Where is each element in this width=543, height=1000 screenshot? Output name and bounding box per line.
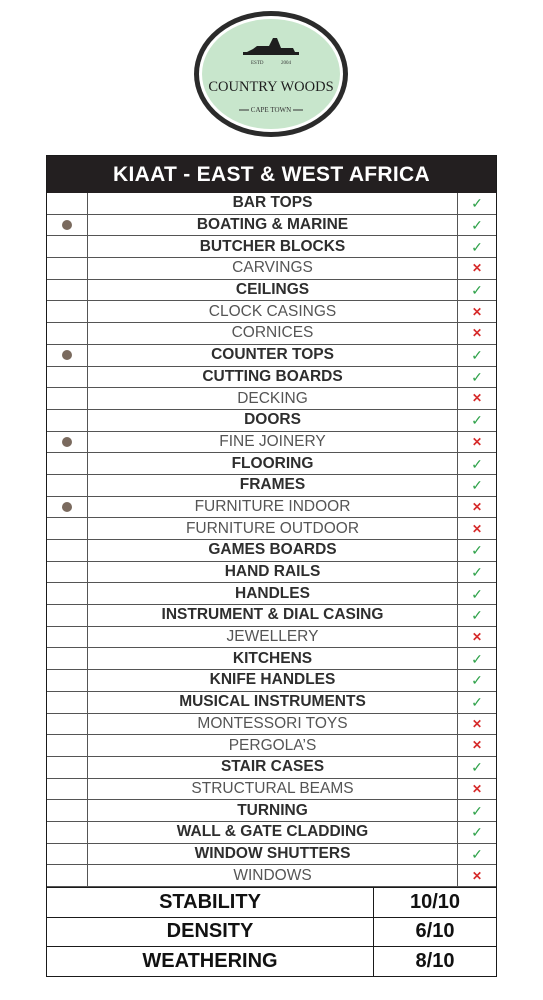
usage-row [47,453,496,475]
usage-row [47,778,496,800]
cross-icon: ✕ [471,391,483,406]
usage-dot-cell [47,648,88,670]
usage-name: WINDOWS [88,865,458,887]
usage-mark-cell [458,561,497,583]
usage-dot-cell [47,366,88,388]
rating-value: 8/10 [374,947,497,976]
check-icon: ✓ [471,282,483,299]
usage-mark-cell [458,735,497,757]
usage-mark-cell [458,800,497,822]
rating-value: 6/10 [374,917,497,947]
bullet-dot-icon [62,350,72,360]
usage-name: FURNITURE OUTDOOR [88,518,458,540]
usage-row [47,865,496,887]
check-icon: ✓ [471,607,483,624]
usage-mark-cell [458,648,497,670]
check-icon: ✓ [471,455,483,472]
usage-dot-cell [47,800,88,822]
usage-mark-cell [458,540,497,562]
ratings-table [47,887,496,976]
rating-value: 10/10 [374,888,497,918]
usage-mark-cell [458,756,497,778]
usage-row [47,605,496,627]
check-icon: ✓ [471,542,483,559]
usage-name: DOORS [88,409,458,431]
usage-dot-cell [47,518,88,540]
bullet-dot-icon [62,502,72,512]
logo-estd-left: ESTD [251,61,264,66]
check-icon: ✓ [471,238,483,255]
usage-mark-cell [458,518,497,540]
usage-row [47,388,496,410]
usage-name: FRAMES [88,474,458,496]
usage-mark-cell [458,388,497,410]
usage-row [47,756,496,778]
logo-estd-right: 2004 [281,61,291,66]
rating-row [47,917,496,947]
rating-row [47,947,496,976]
check-icon: ✓ [471,759,483,776]
usage-mark-cell [458,193,497,214]
usage-mark-cell [458,279,497,301]
cross-icon: ✕ [471,261,483,276]
check-icon: ✓ [471,412,483,429]
usage-name: BAR TOPS [88,193,458,214]
cross-icon: ✕ [471,716,483,731]
check-icon: ✓ [471,824,483,841]
usage-dot-cell [47,821,88,843]
usage-dot-cell [47,431,88,453]
logo-location-text: CAPE TOWN [250,106,292,114]
usage-mark-cell [458,474,497,496]
usage-dot-cell [47,409,88,431]
usage-dot-cell [47,605,88,627]
usage-dot-cell [47,474,88,496]
usage-row [47,474,496,496]
usage-name: WALL & GATE CLADDING [88,821,458,843]
usage-row [47,691,496,713]
cross-icon: ✕ [471,499,483,514]
usage-row [47,583,496,605]
rating-label: DENSITY [47,917,374,947]
cross-icon: ✕ [471,434,483,449]
usage-row [47,214,496,236]
usage-name: CLOCK CASINGS [88,301,458,323]
usage-dot-cell [47,691,88,713]
usage-name: CORNICES [88,323,458,345]
usage-mark-cell [458,453,497,475]
usage-mark-cell [458,258,497,280]
usage-mark-cell [458,301,497,323]
usage-row [47,279,496,301]
usage-dot-cell [47,778,88,800]
check-icon: ✓ [471,650,483,667]
usage-name: BOATING & MARINE [88,214,458,236]
bullet-dot-icon [62,220,72,230]
usage-dot-cell [47,735,88,757]
usage-row [47,193,496,214]
usage-mark-cell [458,583,497,605]
usage-name: KNIFE HANDLES [88,670,458,692]
country-woods-logo [193,8,349,140]
usage-name: FLOORING [88,453,458,475]
usage-mark-cell [458,496,497,518]
usage-dot-cell [47,323,88,345]
cross-icon: ✕ [471,326,483,341]
usage-row [47,496,496,518]
usage-row [47,843,496,865]
check-icon: ✓ [471,585,483,602]
usage-dot-cell [47,236,88,258]
usage-row [47,366,496,388]
usage-dot-cell [47,561,88,583]
usage-row [47,821,496,843]
usage-mark-cell [458,366,497,388]
usage-name: FINE JOINERY [88,431,458,453]
usage-mark-cell [458,431,497,453]
sheet-title: KIAAT - EAST & WEST AFRICA [47,156,496,193]
usage-dot-cell [47,843,88,865]
usage-mark-cell [458,821,497,843]
wood-usage-sheet [46,155,497,977]
usage-row [47,735,496,757]
logo-badge [193,8,349,140]
usage-name: HANDLES [88,583,458,605]
usage-row [47,800,496,822]
usage-table [47,193,496,887]
usage-name: GAMES BOARDS [88,540,458,562]
usage-row [47,344,496,366]
check-icon: ✓ [471,694,483,711]
usage-row [47,648,496,670]
usage-mark-cell [458,865,497,887]
usage-name: CUTTING BOARDS [88,366,458,388]
rating-row [47,888,496,918]
check-icon: ✓ [471,347,483,364]
usage-dot-cell [47,453,88,475]
cross-icon: ✕ [471,304,483,319]
usage-mark-cell [458,605,497,627]
usage-dot-cell [47,344,88,366]
usage-mark-cell [458,214,497,236]
usage-name: BUTCHER BLOCKS [88,236,458,258]
usage-row [47,561,496,583]
usage-mark-cell [458,323,497,345]
usage-name: CEILINGS [88,279,458,301]
usage-row [47,713,496,735]
usage-dot-cell [47,279,88,301]
cross-icon: ✕ [471,781,483,796]
usage-row [47,301,496,323]
usage-mark-cell [458,236,497,258]
cross-icon: ✕ [471,738,483,753]
usage-row [47,670,496,692]
usage-dot-cell [47,258,88,280]
usage-name: KITCHENS [88,648,458,670]
usage-dot-cell [47,496,88,518]
usage-name: MONTESSORI TOYS [88,713,458,735]
usage-dot-cell [47,756,88,778]
usage-name: CARVINGS [88,258,458,280]
check-icon: ✓ [471,845,483,862]
check-icon: ✓ [471,802,483,819]
bullet-dot-icon [62,437,72,447]
usage-row [47,540,496,562]
usage-mark-cell [458,843,497,865]
usage-mark-cell [458,670,497,692]
usage-name: TURNING [88,800,458,822]
usage-dot-cell [47,865,88,887]
usage-dot-cell [47,626,88,648]
usage-dot-cell [47,713,88,735]
usage-name: STAIR CASES [88,756,458,778]
usage-row [47,431,496,453]
usage-dot-cell [47,388,88,410]
usage-dot-cell [47,540,88,562]
usage-row [47,626,496,648]
usage-name: INSTRUMENT & DIAL CASING [88,605,458,627]
usage-dot-cell [47,301,88,323]
usage-mark-cell [458,344,497,366]
check-icon: ✓ [471,216,483,233]
usage-name: MUSICAL INSTRUMENTS [88,691,458,713]
check-icon: ✓ [471,672,483,689]
usage-name: COUNTER TOPS [88,344,458,366]
usage-name: HAND RAILS [88,561,458,583]
usage-mark-cell [458,626,497,648]
rating-label: STABILITY [47,888,374,918]
cross-icon: ✕ [471,868,483,883]
usage-mark-cell [458,778,497,800]
usage-row [47,518,496,540]
usage-row [47,258,496,280]
usage-name: STRUCTURAL BEAMS [88,778,458,800]
usage-mark-cell [458,713,497,735]
usage-name: PERGOLA’S [88,735,458,757]
usage-name: FURNITURE INDOOR [88,496,458,518]
usage-dot-cell [47,214,88,236]
usage-row [47,323,496,345]
usage-row [47,236,496,258]
usage-name: WINDOW SHUTTERS [88,843,458,865]
usage-dot-cell [47,193,88,214]
check-icon: ✓ [471,195,483,212]
usage-row [47,409,496,431]
usage-name: JEWELLERY [88,626,458,648]
usage-dot-cell [47,670,88,692]
usage-name: DECKING [88,388,458,410]
cross-icon: ✕ [471,630,483,645]
check-icon: ✓ [471,368,483,385]
usage-mark-cell [458,409,497,431]
logo-brand-text: COUNTRY WOODS [208,79,334,95]
check-icon: ✓ [471,563,483,580]
cross-icon: ✕ [471,521,483,536]
usage-dot-cell [47,583,88,605]
check-icon: ✓ [471,477,483,494]
usage-mark-cell [458,691,497,713]
rating-label: WEATHERING [47,947,374,976]
